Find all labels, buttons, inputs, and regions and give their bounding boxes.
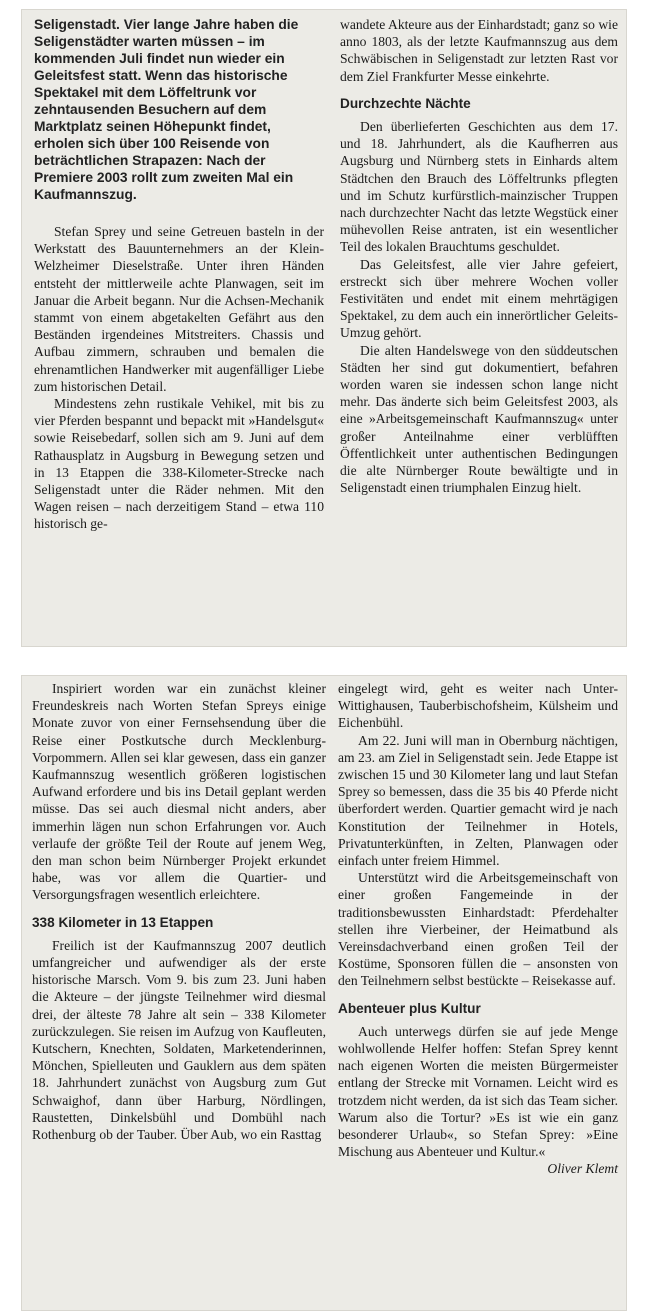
subheading: Durchzechte Nächte (340, 95, 471, 111)
column-right (338, 680, 618, 1178)
paragraph: Unterstützt wird die Arbeitsgemeinschaft von einer großen Fangemeinde in der traditionsbewussten Einhardstadt: Pferdehalter stellen ihre Vierbeiner, der Heimatbund als Vereinsdachverband einen großen Teil der Kostüme, Sponsoren füllen die – ansonsten von den Teilnehmern selbst bestückte – Reisekasse auf. (338, 870, 618, 989)
column-left (34, 16, 324, 533)
subheading: 338 Kilometer in 13 Etappen (32, 914, 214, 930)
paragraph: Am 22. Juni will man in Obernburg nächtigen, am 23. am Ziel in Seligenstadt sein. Jede Etappe ist zwischen 15 und 30 Kilometer lang und laut Stefan Sprey so bemessen, dass die 35 bis 40 Pferde nicht überfordert werden. Quartier gemacht wird je nach Konstitution der Teilnehmer in Hotels, Privatunterkünften, in Zelten, Planwagen oder einfach unter freiem Himmel. (338, 732, 618, 869)
paragraph: Das Geleitsfest, alle vier Jahre gefeiert, erstreckt sich über mehrere Wochen voller Festivitäten und endet mit einem mehrtägigen Spektakel, zu dem auch ein innerörtlicher Geleits-Umzug gehört. (340, 256, 618, 341)
paragraph: Freilich ist der Kaufmannszug 2007 deutlich umfangreicher und aufwendiger als der erste historische Marsch. Vom 9. bis zum 23. Juni haben die Akteure – der jüngste Teilnehmer wird diesmal drei, der älteste 78 Jahre alt sein – 338 Kilometer zurückzulegen. Sie reisen im Aufzug von Kaufleuten, Kutschern, Knechten, Soldaten, Marketenderinnen, Mönchen, Spielleuten und Gauklern aus dem späten 18. Jahrhundert zunächst von Augsburg zum Gut Schwaighof, dann über Harburg, Nördlingen, Raustetten, Dinkelsbühl und Dombühl nach Rothenburg ob der Tauber. Über Aub, wo ein Rasttag (32, 937, 326, 1143)
paragraph: Den überlieferten Geschichten aus dem 17. und 18. Jahrhundert, als die Kaufherren aus Augsburg und Nürnberg stets in Einhards altem Städtchen den Brauch des Löffeltrunks pflegten und im Schutz kurfürstlich-mainzischer Truppen nach durchzechter Nacht das letzte Wegstück einer mühevollen Reise antraten, ist ein wesentlicher Teil des lokalen Brauchtums geschuldet. (340, 119, 618, 255)
paragraph: Mindestens zehn rustikale Vehikel, mit bis zu vier Pferden bespannt und bepackt mit »Handelsgut« sowie Reisebedarf, sollen sich am 9. Juni auf dem Rathausplatz in Augsburg in Bewegung setzen und in 13 Etappen die 338-Kilometer-Strecke nach Seligenstadt unter die Räder nehmen. Mit den Wagen reisen – nach derzeitigem Stand – etwa 110 historisch ge- (34, 396, 324, 532)
paragraph: Inspiriert worden war ein zunächst kleiner Freundeskreis nach Worten Stefan Spreys einige Monate zuvor von einer Fernsehsendung über die Reise einer Postkutsche durch Mecklenburg-Vorpommern. Allen sei klar gewesen, dass ein ganzer Kaufmannszug wesentlich größeren logistischen Aufwand erfordere und bis ins Detail geplant werden müsse. Das sei auch diesmal nicht anders, aber immerhin lägen nun schon Erfahrungen vor. Auch verlaufe der größte Teil der Route auf jenem Weg, den man schon beim Nürnberger Projekt erkundet habe, was vor allem die Quartier- und Versorgungsfragen wesentlich erleichtere. (32, 681, 326, 903)
article-clipping-top (22, 10, 626, 646)
article-lead: Seligenstadt. Vier lange Jahre haben die Seligenstädter warten müssen – im kommenden Juli findet nun wieder ein Geleitsfest statt. Wenn das historische Spektakel mit dem Löffeltrunk vor zehntausenden Besuchern auf dem Marktplatz seinen Höhepunkt findet, erholen sich über 100 Reisende von beträchtlichen Strapazen: Nach der Premiere 2003 rollt zum zweiten Mal ein Kaufmannszug. (34, 17, 299, 202)
paragraph: eingelegt wird, geht es weiter nach Unter-Wittighausen, Tauberbischofsheim, Külsheim und Eichenbühl. (338, 681, 618, 731)
paragraph: Stefan Sprey und seine Getreuen basteln in der Werkstatt des Bauunternehmers an der Klein-Welzheimer Dieselstraße. Unter ihren Händen entsteht der mittlerweile achte Planwagen, seit im Januar die Arbeit begann. Nur die Achsen-Mechanik stammt von einem abgetakelten Gefährt aus den Beständen irgendeines Mitstreiters. Chassis und Aufbau zimmern, schrauben und bemalen die ehrenamtlichen Handwerker mit augenfälliger Liebe zum historischen Detail. (34, 224, 324, 394)
column-left (32, 680, 326, 1143)
article-clipping-bottom (22, 676, 626, 1310)
subheading: Abenteuer plus Kultur (338, 1000, 481, 1016)
paragraph: wandete Akteure aus der Einhardstadt; ganz so wie anno 1803, als der letzte Kaufmannszug aus dem Schwäbischen in Seligenstadt zur letzten Rast vor dem Ziel Frankfurter Messe einkehrte. (340, 17, 618, 84)
paragraph: Auch unterwegs dürfen sie auf jede Menge wohlwollende Helfer hoffen: Stefan Sprey kennt nach eigenen Worten die meisten Bürgermeister entlang der Strecke mit Vornamen. Leicht wird es trotzdem nicht werden, da ist sich das Team sicher. Warum also die Tortur? »Es ist wie ein ganz besonderer Urlaub«, so Stefan Sprey: »Eine Mischung aus Abenteuer und Kultur.« (338, 1023, 618, 1160)
author-byline: Oliver Klemt (547, 1161, 618, 1177)
column-right (340, 16, 618, 496)
paragraph: Die alten Handelswege von den süddeutschen Städten her sind gut dokumentiert, befahren worden waren sie indessen schon lange nicht mehr. Das änderte sich beim Geleitsfest 2003, als eine »Arbeitsgemeinschaft Kaufmannszug« unter großer Anteilnahme einer verblüfften Öffentlichkeit unter authentischen Bedingungen die alte Nürnberger Route bewältigte und in Seligenstadt einen triumphalen Einzug hielt. (340, 342, 618, 496)
